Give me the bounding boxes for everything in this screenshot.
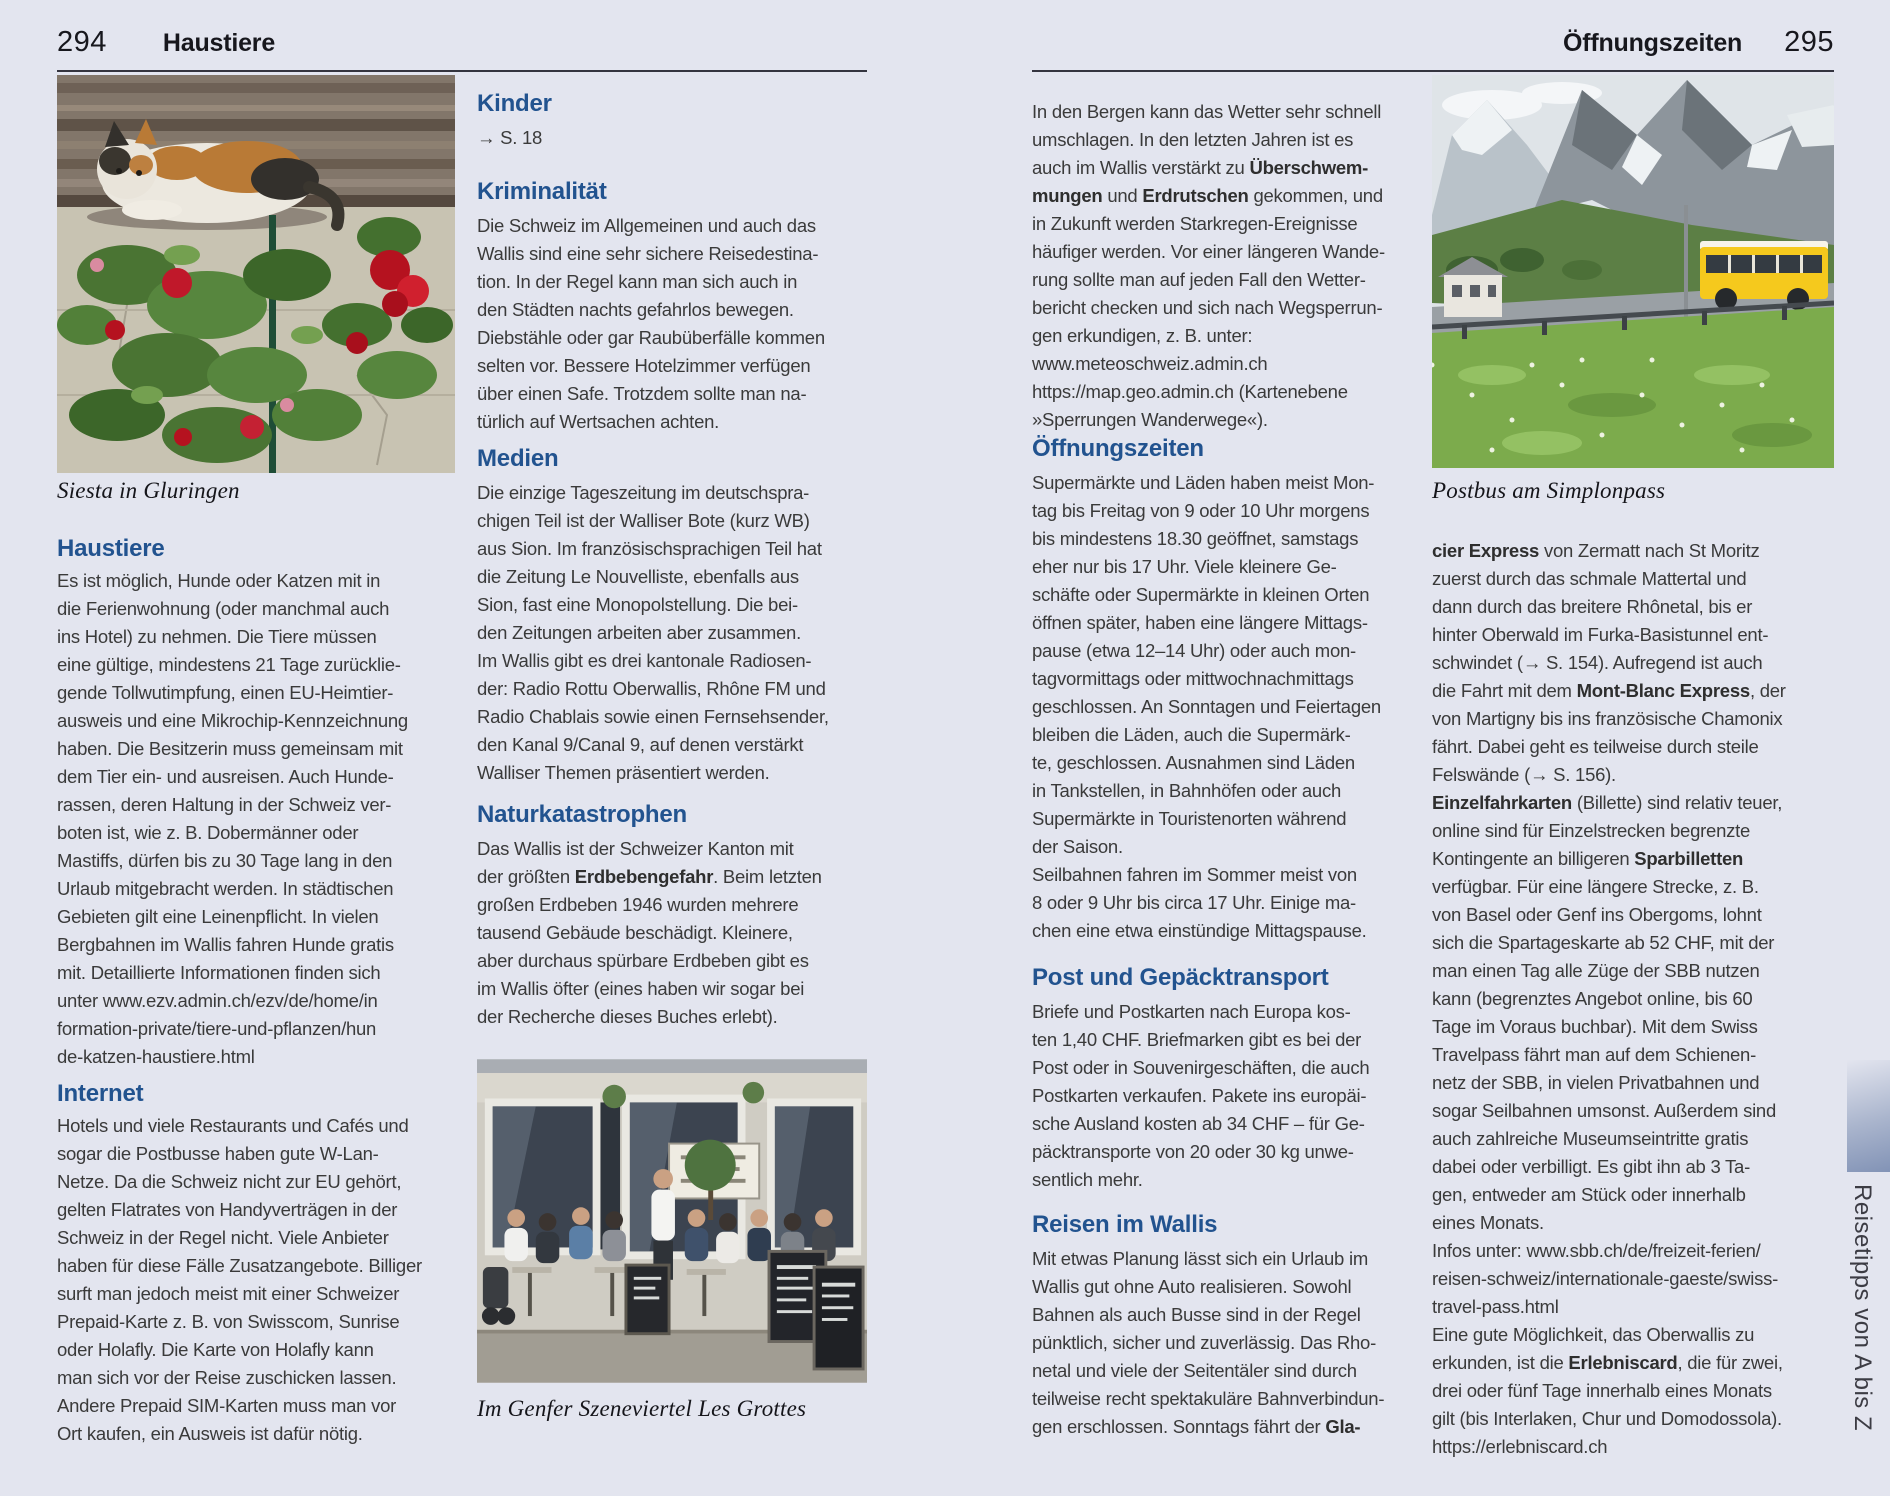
- section-body-naturkatastrophen: Das Wallis ist der Schweizer Kanton mit der größten Erdbebengefahr. Beim letzten großen Erdbeben 1946 wurden mehrere tausend Gebäude beschädigt. Kleinere, aber durchaus spürbare Erdbeben gibt es im Wallis öfter (eines haben wir sogar bei der Recherche dieses Buches erlebt).: [477, 838, 822, 1027]
- cafe-photo-illustration: [477, 1056, 867, 1386]
- section-heading-naturkatastrophen: Naturkatastrophen: [477, 801, 687, 828]
- section-heading-post: Post und Gepäcktransport: [1032, 964, 1329, 991]
- cat-photo-illustration: [57, 75, 455, 473]
- section-heading-internet: Internet: [57, 1080, 144, 1107]
- col4-body: cier Express von Zermatt nach St Moritz zuerst durch das schmale Mattertal und dann durch das breitere Rhônetal, bis er hinter Oberwald im Furka-Basistunnel ent- schwindet (→ S. 154). Aufregend ist auch die Fahrt mit dem Mont-Blanc Express, der von Martigny bis ins französische Chamonix fährt. Dabei geht es teilweise durch steile Felswände (→ S. 156). Einzelfahrkarten (Billette) sind relativ teuer, online sind für Einzelstrecken begrenzte Kontingente an billigeren Sparbilletten verfügbar. Für eine längere Strecke, z. B. von Basel oder Genf ins Obergoms, lohnt sich die Spartageskarte ab 52 CHF, mit der man einen Tag alle Züge der SBB nutzen kann (begrenztes Angebot online, bis 60 Tage im Voraus buchbar). Mit dem Swiss Travelpass fährt man auf dem Schienen- netz der SBB, in vielen Privatbahnen und sogar Seilbahnen umsonst. Außerdem sind auch zahlreiche Museumseintritte gratis dabei oder verbilligt. Es gibt ihn ab 3 Ta- gen, entweder am Stück oder innerhalb eines Monats. Infos unter: www.sbb.ch/de/freizeit-ferien/ reisen-schweiz/internationale-gaeste/swiss- travel-pass.html Eine gute Möglichkeit, das Oberwallis zu erkunden, ist die Erlebniscard, die für zwei, drei oder fünf Tage innerhalb eines Monats gilt (bis Interlaken, Chur und Domodossola). https://erlebniscard.ch: [1432, 540, 1786, 1457]
- photo-cafe-les-grottes: [477, 1056, 867, 1386]
- section-heading-haustiere: Haustiere: [57, 535, 165, 562]
- side-tab-label: Reisetipps von A bis Z: [1849, 1184, 1876, 1432]
- section-heading-oeffnungszeiten: Öffnungszeiten: [1032, 435, 1204, 462]
- photo-caption-les-grottes: Im Genfer Szeneviertel Les Grottes: [477, 1396, 807, 1421]
- section-heading-medien: Medien: [477, 445, 559, 472]
- section-heading-kriminalitaet: Kriminalität: [477, 178, 607, 205]
- section-body-haustiere: Es ist möglich, Hunde oder Katzen mit in die Ferienwohnung (oder manchmal auch ins Hotel) zu nehmen. Die Tiere müssen eine gültige, mindestens 21 Tage zurücklie- gende Tollwutimpfung, einen EU-Heimtier- ausweis und eine Mikrochip-Kennzeichnung haben. Die Besitzerin muss gemeinsam mit dem Tier ein- und ausreisen. Auch Hunde- rassen, deren Haltung in der Schweiz ver- boten ist, wie z. B. Dobermänner oder Mastiffs, dürfen bis zu 30 Tage lang in den Urlaub mitgebracht werden. In städtischen Gebieten gilt eine Leinenpflicht. In vielen Bergbahnen im Wallis fahren Hunde gratis mit. Detaillierte Informationen finden sich unter www.ezv.admin.ch/ezv/de/home/in formation-private/tiere-und-pflanzen/hun de-katzen-haustiere.html: [57, 570, 408, 1067]
- right-page-number: 295: [1784, 26, 1834, 58]
- right-header-title: Öffnungszeiten: [1562, 29, 1743, 57]
- photo-cat-gluringen: [57, 75, 455, 473]
- side-tab-marker: [1847, 1060, 1890, 1172]
- right-page-header: [1032, 26, 1834, 59]
- photo-caption-siesta: Siesta in Gluringen: [57, 478, 240, 503]
- section-body-kinder: → S. 18: [477, 127, 543, 148]
- section-body-reisen: Mit etwas Planung lässt sich ein Urlaub im Wallis gut ohne Auto realisieren. Sowohl Bahnen als auch Busse sind in der Regel pünktlich, sicher und zuverlässig. Das Rho- netal und viele der Seitentäler sind durch teilweise recht spektakuläre Bahnverbindun- gen erschlossen. Sonntags fährt der Gla-: [1032, 1248, 1385, 1437]
- section-body-post: Briefe und Postkarten nach Europa kos- ten 1,40 CHF. Briefmarken gibt es bei der Post oder in Souvenirgeschäften, die auch Postkarten verkaufen. Pakete ins europäi- sche Ausland kosten ab 34 CHF – für Ge- päcktransporte von 20 oder 30 kg unwe- sentlich mehr.: [1032, 1001, 1370, 1190]
- right-header-rule: [1032, 70, 1834, 72]
- postbus-photo-illustration: [1432, 75, 1834, 468]
- section-body-oeffnungszeiten: Supermärkte und Läden haben meist Mon- tag bis Freitag von 9 oder 10 Uhr morgens bis mindestens 18.30 geöffnet, samstags eher nur bis 17 Uhr. Viele kleinere Ge- schäfte oder Supermärkte in kleinen Orten öffnen später, haben eine längere Mittags- pause (etwa 12–14 Uhr) oder auch mon- tagvormittags oder mittwochnachmittags geschlossen. An Sonntagen und Feiertagen bleiben die Läden, auch die Supermärk- te, geschlossen. Ausnahmen sind Läden in Tankstellen, in Bahnhöfen oder auch Supermärkte in Touristenorten während der Saison. Seilbahnen fahren im Sommer meist von 8 oder 9 Uhr bis circa 17 Uhr. Einige ma- chen eine etwa einstündige Mittagspause.: [1032, 472, 1381, 941]
- left-page-header: [57, 26, 867, 59]
- photo-postbus-simplonpass: [1432, 75, 1834, 468]
- left-header-rule: [57, 70, 867, 72]
- left-header-title: Haustiere: [162, 29, 276, 57]
- left-page-number: 294: [57, 26, 107, 58]
- section-heading-reisen: Reisen im Wallis: [1032, 1211, 1218, 1238]
- col3-intro-body: In den Bergen kann das Wetter sehr schnell umschlagen. In den letzten Jahren ist es auch im Wallis verstärkt zu Überschwem- mungen und Erdrutschen gekommen, und in Zukunft werden Starkregen-Ereignisse häufiger werden. Vor einer längeren Wande- rung sollte man auf jeden Fall den Wetter- bericht checken und sich nach Wegsperrun- gen erkundigen, z. B. unter: www.meteoschweiz.admin.ch https://map.geo.admin.ch (Kartenebene »Sperrungen Wanderwege«).: [1032, 101, 1385, 430]
- section-body-kriminalitaet: Die Schweiz im Allgemeinen und auch das Wallis sind eine sehr sichere Reisedestina- tion. In der Regel kann man sich auch in den Städten nachts gefahrlos bewegen. Diebstähle oder gar Raubüberfälle kommen selten vor. Bessere Hotelzimmer verfügen über einen Safe. Trotzdem sollte man na- türlich auf Wertsachen achten.: [477, 215, 825, 432]
- section-body-medien: Die einzige Tageszeitung im deutschspra- chigen Teil ist der Walliser Bote (kurz WB) aus Sion. Im französischsprachigen Teil hat die Zeitung Le Nouvelliste, ebenfalls aus Sion, fast eine Monopolstellung. Die bei- den Zeitungen arbeiten aber zusammen. Im Wallis gibt es drei kantonale Radiosen- der: Radio Rottu Oberwallis, Rhône FM und Radio Chablais sowie einen Fernsehsender, den Kanal 9/Canal 9, auf denen verstärkt Walliser Themen präsentiert werden.: [477, 482, 829, 783]
- section-body-internet: Hotels und viele Restaurants und Cafés und sogar die Postbusse haben gute W-Lan- Netze. Da die Schweiz nicht zur EU gehört, gelten Flatrates von Handyverträgen in der Schweiz in der Regel nicht. Viele Anbieter haben für diese Fälle Zusatzangebote. Billiger surft man jedoch meist mit einer Schweizer Prepaid-Karte z. B. von Swisscom, Sunrise oder Holafly. Die Karte von Holafly kann man sich vor der Reise zuschicken lassen. Andere Prepaid SIM-Karten muss man vor Ort kaufen, ein Ausweis ist dafür nötig.: [57, 1115, 422, 1444]
- section-heading-kinder: Kinder: [477, 90, 552, 117]
- photo-caption-postbus: Postbus am Simplonpass: [1432, 478, 1666, 503]
